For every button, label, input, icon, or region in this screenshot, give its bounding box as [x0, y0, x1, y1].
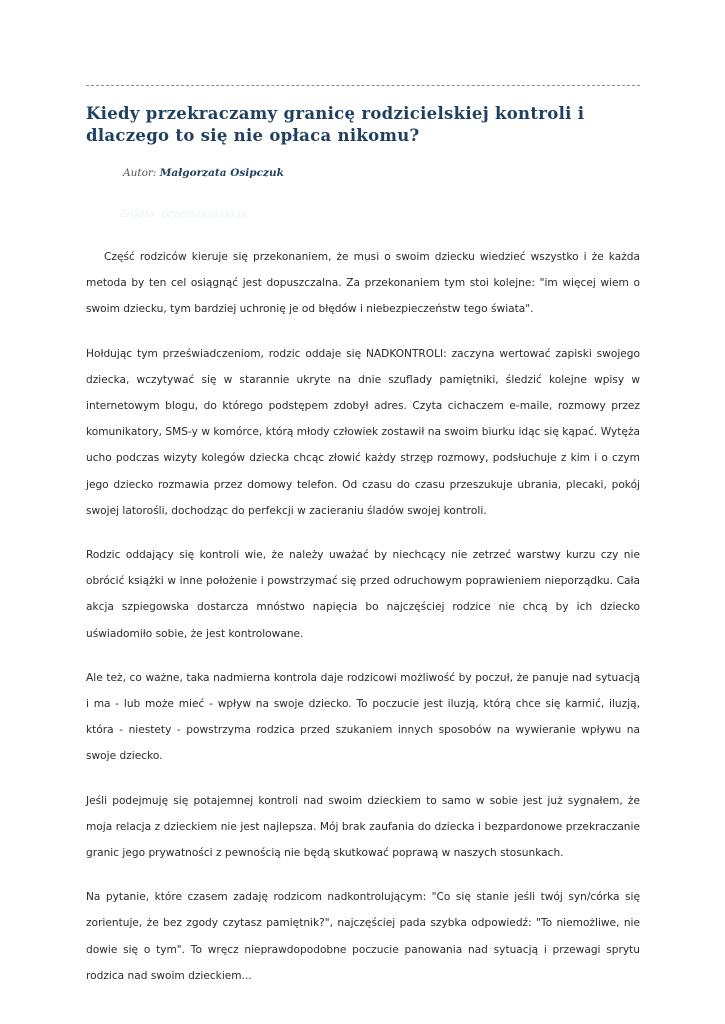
paragraph: Hołdując tym przeświadczeniom, rodzic oddaje się NADKONTROLI: zaczyna wertować zapiski swojego dziecka, wczytywać się w starannie ukryte na dnie szuflady pamiętniki, śledzić kolejne wpisy w internetowym blogu, do którego podstępem zdobył adres. Czyta cichaczem e-maile, rozmowy przez komunikatory, SMS-y w komórce, którą młody człowiek zostawił na swoim biurku idąc się kąpać. Wytęża ucho podczas wizyty kolegów dziecka chcąc złowić każdy strzęp rozmowy, podsłuchuje z kim i o czym jego dziecko rozmawia przez domowy telefon. Od czasu do czasu przeszukuje ubrania, plecaki, pokój swojej latorośli, dochodząc do perfekcji w zacieraniu śladów swojej kontroli.: [86, 347, 640, 517]
article-body: [86, 244, 640, 1007]
paragraph: Na pytanie, które czasem zadaję rodzicom nadkontrolującym: "Co się stanie jeśli twój syn/córka się zorientuje, że bez zgody czytasz pamiętnik?", najczęściej pada szybka odpowiedź: "To niemożliwe, nie dowie się o tym". To wręcz nieprawdopodobne poczucie panowania nad sytuacją i przewagi sprytu rodzica nad swoim dzieckiem...: [86, 891, 640, 982]
author-label: Autor:: [123, 167, 157, 179]
source-line: Źródło: przedszkolaki.pl: [119, 208, 248, 220]
paragraph: Rodzic oddający się kontroli wie, że należy uważać by niechcący nie zetrzeć warstwy kurzu czy nie obrócić książki w inne położenie i powstrzymać się przed odruchowym poprawieniem nieporządku. Cała akcja szpiegowska dostarcza mnóstwo napięcia bo najczęściej rodzice nie chcą by ich dziecko uświadomiło sobie, że jest kontrolowane.: [86, 549, 640, 640]
dashed-divider: [86, 85, 640, 86]
article-title: Kiedy przekraczamy granicę rodzicielskiej kontroli i dlaczego to się nie opłaca nikomu?: [86, 104, 585, 145]
paragraph: Część rodziców kieruje się przekonaniem, że musi o swoim dziecku wiedzieć wszystko i że każda metoda by ten cel osiągnąć jest dopuszczalna. Za przekonaniem tym stoi kolejne: "im więcej wiem o swoim dziecku, tym bardziej uchronię je od błędów i niebezpieczeństw tego świata".: [86, 251, 640, 316]
paragraph: Jeśli podejmuję się potajemnej kontroli nad swoim dzieckiem to samo w sobie jest już sygnałem, że moja relacja z dzieckiem nie jest najlepsza. Mój brak zaufania do dziecka i bezpardonowe przekraczanie granic jego prywatności z pewnością nie będą skutkować poprawą w naszych stosunkach.: [86, 794, 640, 860]
paragraph: Ale też, co ważne, taka nadmierna kontrola daje rodzicowi możliwość by poczuł, że panuje nad sytuacją i ma - lub może mieć - wpływ na swoje dziecko. To poczucie jest iluzją, którą chce się karmić, iluzją, która - niestety - powstrzyma rodzica przed szukaniem innych sposobów na wywieranie wpływu na swoje dziecko.: [86, 671, 640, 763]
author-name: Małgorzata Osipczuk: [159, 167, 284, 179]
author-line: [123, 167, 284, 179]
